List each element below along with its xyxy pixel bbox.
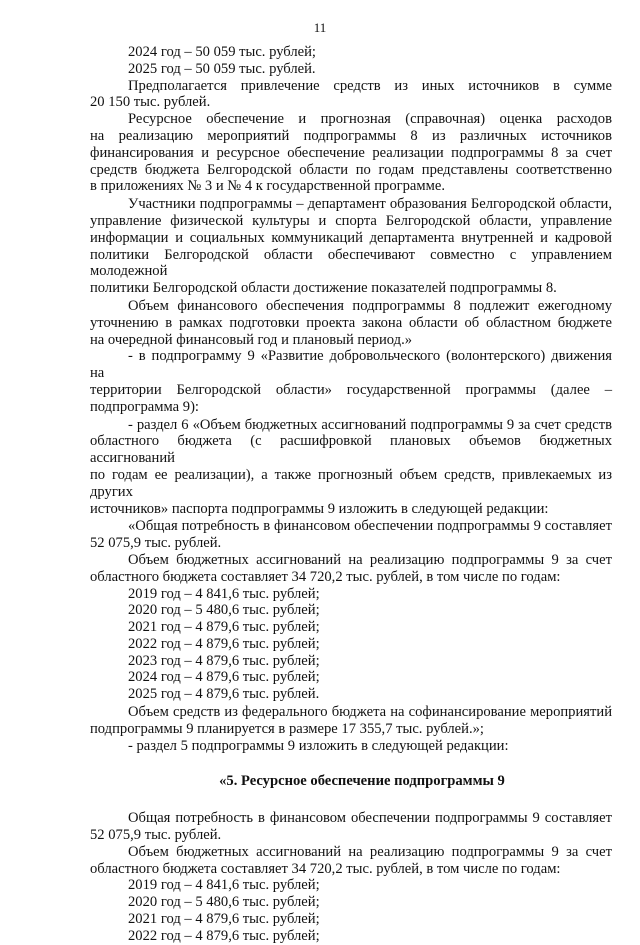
text-line: управление физической культуры и спорта Белгородской области, управление (90, 212, 612, 229)
text-line: Объем бюджетных ассигнований на реализацию подпрограммы 9 за счет (128, 843, 612, 860)
text-line: 2025 год – 50 059 тыс. рублей. (128, 60, 316, 77)
text-line: Объем финансового обеспечения подпрограммы 8 подлежит ежегодному (128, 297, 612, 314)
text-line: «Общая потребность в финансовом обеспечении подпрограммы 9 составляет (128, 518, 612, 535)
text-line: источников» паспорта подпрограммы 9 изложить в следующей редакции: (90, 500, 549, 517)
text-line: на реализацию мероприятий подпрограммы 8 из различных источников (90, 127, 612, 144)
text-line: 2020 год – 5 480,6 тыс. рублей; (128, 602, 320, 619)
text-line: 2024 год – 4 879,6 тыс. рублей; (128, 669, 320, 686)
text-line: 2019 год – 4 841,6 тыс. рублей; (128, 877, 320, 894)
text-line: 2019 год – 4 841,6 тыс. рублей; (128, 585, 320, 602)
text-line: 2021 год – 4 879,6 тыс. рублей; (128, 619, 320, 636)
text-line: областного бюджета составляет 34 720,2 тыс. рублей, в том числе по годам: (90, 568, 561, 585)
text-line: в приложениях № 3 и № 4 к государственной программе. (90, 178, 445, 195)
text-line: 2021 год – 4 879,6 тыс. рублей; (128, 911, 320, 928)
text-line: 52 075,9 тыс. рублей. (90, 535, 222, 552)
text-line: Общая потребность в финансовом обеспечении подпрограммы 9 составляет (128, 810, 612, 827)
text-line: - раздел 6 «Объем бюджетных ассигнований подпрограммы 9 за счет средств (128, 416, 612, 433)
text-line: 20 150 тыс. рублей. (90, 94, 211, 111)
text-block-section-5 (90, 810, 612, 944)
text-line: областного бюджета составляет 34 720,2 тыс. рублей, в том числе по годам: (90, 860, 561, 877)
text-line: 52 075,9 тыс. рублей. (90, 827, 222, 844)
text-line: - раздел 5 подпрограммы 9 изложить в следующей редакции: (128, 737, 509, 754)
text-line: средств бюджета Белгородской области по годам представлены соответственно (90, 161, 612, 178)
text-line: областного бюджета (с расшифровкой плановых объемов бюджетных ассигнований (90, 433, 612, 467)
text-line: Предполагается привлечение средств из иных источников в сумме (128, 77, 612, 94)
text-line: Ресурсное обеспечение и прогнозная (справочная) оценка расходов (128, 111, 612, 128)
text-line: Объем бюджетных ассигнований на реализацию подпрограммы 9 за счет (128, 551, 612, 568)
text-line: - в подпрограмму 9 «Развитие добровольческого (волонтерского) движения на (90, 348, 612, 382)
text-line: политики Белгородской области достижение показателей подпрограммы 8. (90, 280, 557, 297)
page-number: 11 (313, 20, 327, 35)
text-line: по годам ее реализации), а также прогнозный объем средств, привлекаемых из других (90, 466, 612, 500)
text-line: политики Белгородской области обеспечивают совместно с управлением молодежной (90, 246, 612, 280)
text-line: территории Белгородской области» государственной программы (далее – (90, 381, 612, 398)
document-body (90, 44, 612, 945)
text-line: уточнению в рамках подготовки проекта закона области об областном бюджете (90, 314, 612, 331)
text-line: Участники подпрограммы – департамент образования Белгородской области, (128, 196, 612, 213)
text-line: информации и социальных коммуникаций департамента внутренней и кадровой (90, 229, 612, 246)
text-line: 2022 год – 4 879,6 тыс. рублей; (128, 927, 320, 944)
text-line: 2020 год – 5 480,6 тыс. рублей; (128, 894, 320, 911)
text-line: подпрограмма 9): (90, 398, 199, 415)
text-line: Объем средств из федерального бюджета на софинансирование мероприятий (128, 704, 612, 721)
text-line: 2024 год – 50 059 тыс. рублей; (128, 44, 316, 60)
section-heading: «5. Ресурсное обеспечение подпрограммы 9 (219, 773, 505, 790)
text-line: на очередной финансовый год и плановый период.» (90, 331, 413, 348)
text-line: 2022 год – 4 879,6 тыс. рублей; (128, 635, 320, 652)
text-line: 2023 год – 4 879,6 тыс. рублей; (128, 652, 320, 669)
text-block-main (90, 44, 612, 754)
text-line: 2025 год – 4 879,6 тыс. рублей. (128, 686, 320, 703)
text-line: подпрограммы 9 планируется в размере 17 355,7 тыс. рублей.»; (90, 720, 484, 737)
text-line: финансирования и ресурсное обеспечение реализации подпрограммы 8 за счет (90, 144, 612, 161)
